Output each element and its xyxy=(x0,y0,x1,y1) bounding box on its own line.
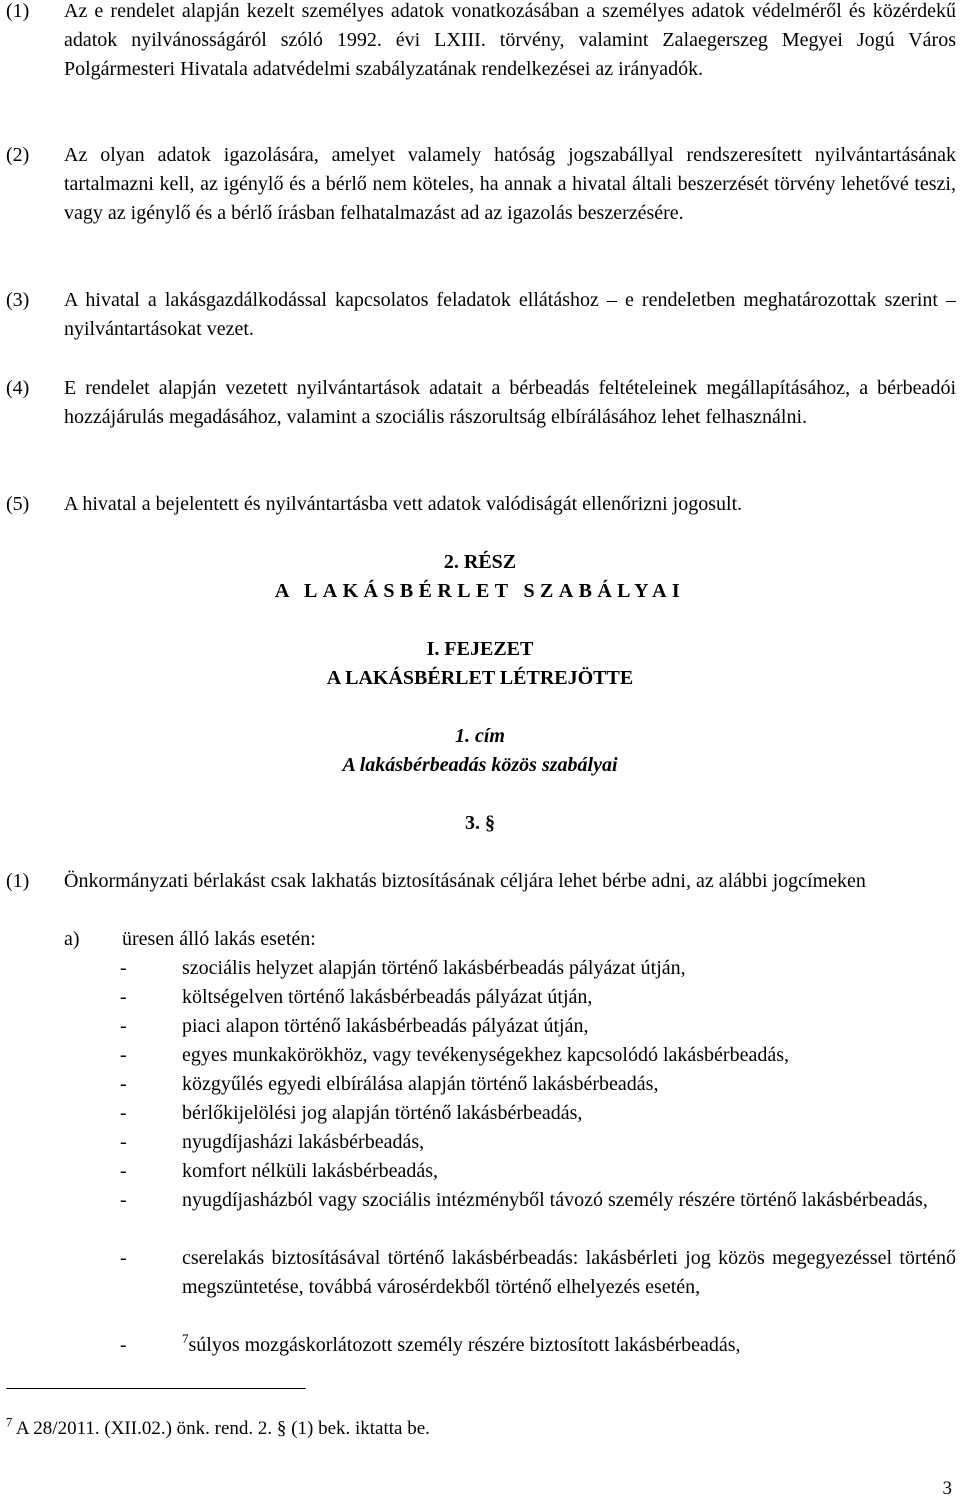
dash-item xyxy=(120,1099,956,1128)
dash-item-text: nyugdíjasházi lakásbérbeadás, xyxy=(182,1131,425,1153)
dash-item xyxy=(120,1012,956,1041)
title-name: A lakásbérbeadás közös szabályai xyxy=(342,754,618,776)
dash-bullet: - xyxy=(120,1015,127,1037)
paragraph-3 xyxy=(6,286,956,344)
list-item-a xyxy=(64,925,316,954)
paragraph-2 xyxy=(6,141,956,228)
dash-item-text: bérlőkijelölési jog alapján történő lakásbérbeadás, xyxy=(182,1102,583,1124)
paragraph-number: (1) xyxy=(6,870,30,892)
dash-item xyxy=(120,1041,956,1070)
dash-bullet: - xyxy=(120,986,127,1008)
paragraph-text: Az e rendelet alapján kezelt személyes adatok vonatkozásában a személyes adatok védelméről és közérdekű adatok nyilvánosságáról szóló 1992. évi LXIII. törvény, valamint Zalaegerszeg Megyei Jogú Város Polgármesteri Hivatala adatvédelmi szabályzatának rendelkezései az irányadók. xyxy=(64,0,956,80)
footnote-reference[interactable]: 7 xyxy=(182,1331,189,1347)
page-number: 3 xyxy=(942,1478,952,1499)
paragraph-text: A hivatal a bejelentett és nyilvántartásba vett adatok valódiságát ellenőrizni jogosult. xyxy=(64,493,743,515)
section3-paragraph-1 xyxy=(6,867,956,896)
paragraph-number: (2) xyxy=(6,144,30,166)
footnote-marker: 7 xyxy=(6,1415,13,1430)
dash-item-text: szociális helyzet alapján történő lakásbérbeadás pályázat útján, xyxy=(182,957,686,979)
dash-bullet: - xyxy=(120,1160,127,1182)
part-title: A LAKÁSBÉRLET SZABÁLYAI xyxy=(274,580,686,602)
dash-item-text: közgyűlés egyedi elbírálása alapján történő lakásbérbeadás, xyxy=(182,1073,659,1095)
dash-item xyxy=(120,983,956,1012)
part-number: 2. RÉSZ xyxy=(443,551,517,573)
dash-bullet: - xyxy=(120,957,127,979)
paragraph-text: A hivatal a lakásgazdálkodással kapcsolatos feladatok ellátáshoz – e rendeletben meghatározottak szerint – nyilvántartásokat vezet. xyxy=(64,289,956,340)
list-text: üresen álló lakás esetén: xyxy=(122,928,316,950)
chapter-title: A LAKÁSBÉRLET LÉTREJÖTTE xyxy=(326,667,634,689)
footnote-text: A 28/2011. (XII.02.) önk. rend. 2. § (1) bek. iktatta be. xyxy=(15,1418,430,1439)
dash-bullet: - xyxy=(120,1102,127,1124)
footnote xyxy=(6,1414,430,1443)
dash-item-text: komfort nélküli lakásbérbeadás, xyxy=(182,1160,439,1182)
paragraph-4 xyxy=(6,374,956,432)
dash-item xyxy=(120,1331,956,1360)
section-number: 3. § xyxy=(465,812,495,834)
footnote-separator xyxy=(6,1388,306,1389)
dash-item-text: cserelakás biztosításával történő lakásbérbeadás: lakásbérleti jog közös megegyezéssel történő megszüntetése, továbbá városérdekből történő elhelyezés esetén, xyxy=(182,1247,956,1298)
paragraph-number: (1) xyxy=(6,0,30,22)
dash-item xyxy=(120,1244,956,1302)
dash-bullet: - xyxy=(120,1247,127,1269)
dash-bullet: - xyxy=(120,1044,127,1066)
dash-item-label: súlyos mozgáskorlátozott személy részére biztosított lakásbérbeadás, xyxy=(188,1334,741,1356)
dash-item-text: nyugdíjasházból vagy szociális intézményből távozó személy részére történő lakásbérbeadás, xyxy=(182,1189,928,1211)
paragraph-text: E rendelet alapján vezetett nyilvántartások adatait a bérbeadás feltételeinek megállapításához, a bérbeadói hozzájárulás megadásához, valamint a szociális rászorultság elbírálásához lehet felhasználni. xyxy=(64,377,956,428)
paragraph-number: (4) xyxy=(6,377,30,399)
dash-bullet: - xyxy=(120,1131,127,1153)
dash-bullet: - xyxy=(120,1189,127,1211)
paragraph-text: Önkormányzati bérlakást csak lakhatás biztosításának céljára lehet bérbe adni, az alábbi jogcímeken xyxy=(64,870,866,892)
paragraph-number: (5) xyxy=(6,493,30,515)
dash-item-text: egyes munkakörökhöz, vagy tevékenységekhez kapcsolódó lakásbérbeadás, xyxy=(182,1044,790,1066)
dash-item-text xyxy=(182,1331,956,1360)
dash-bullet: - xyxy=(120,1073,127,1095)
dash-bullet: - xyxy=(120,1334,127,1356)
dash-item xyxy=(120,1186,956,1215)
dash-item xyxy=(120,1128,956,1157)
dash-item xyxy=(120,1070,956,1099)
dash-item xyxy=(120,1157,956,1186)
paragraph-number: (3) xyxy=(6,289,30,311)
title-number: 1. cím xyxy=(455,725,505,747)
dash-item-text: költségelven történő lakásbérbeadás pályázat útján, xyxy=(182,986,593,1008)
dash-item-text: piaci alapon történő lakásbérbeadás pályázat útján, xyxy=(182,1015,589,1037)
paragraph-1 xyxy=(6,0,956,84)
paragraph-text: Az olyan adatok igazolására, amelyet valamely hatóság jogszabállyal rendszeresített nyilvántartásának tartalmazni kell, az igénylő és a bérlő nem köteles, ha annak a hivatal általi beszerzését törvény lehetővé teszi, vagy az igénylő és a bérlő írásban felhatalmazást ad az igazolás beszerzésére. xyxy=(64,144,956,224)
list-label: a) xyxy=(64,928,80,950)
chapter-number: I. FEJEZET xyxy=(426,638,534,660)
paragraph-5 xyxy=(6,490,956,519)
dash-item xyxy=(120,954,956,983)
